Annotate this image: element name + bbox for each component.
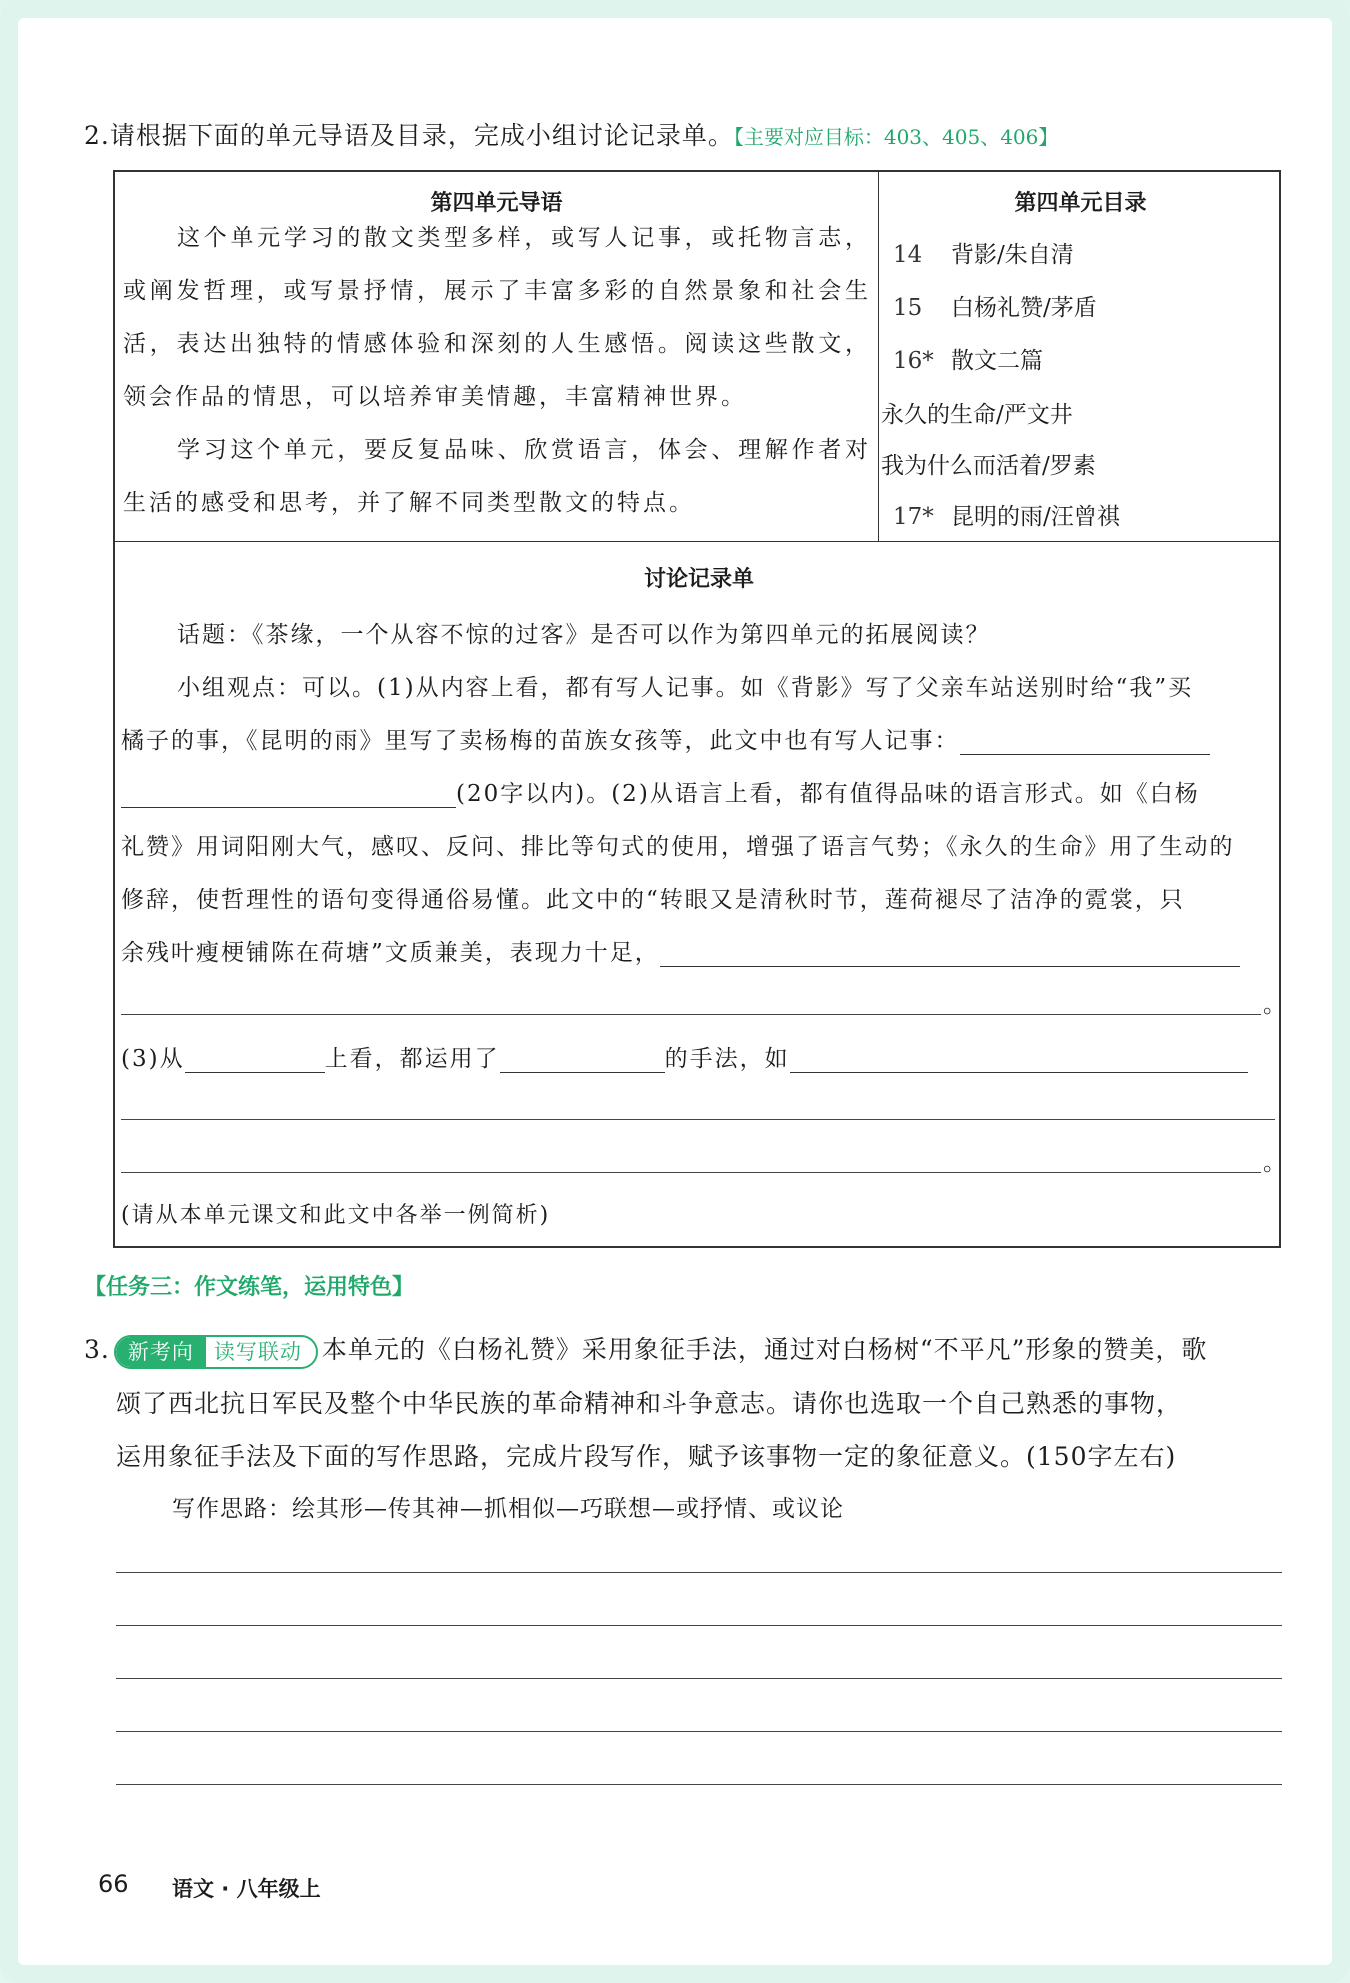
- question-3-number: 3.: [84, 1335, 110, 1364]
- toc-subitem: 永久的生命/严文井: [881, 402, 1073, 428]
- record-line: (20字以内)。(2)从语言上看，都有值得品味的语言形式。如《白杨: [121, 775, 1200, 808]
- question-3-line: 运用象征手法及下面的写作思路，完成片段写作，赋予该事物一定的象征意义。(150字左右): [116, 1442, 1177, 1471]
- toc-subitem: 我为什么而活着/罗素: [881, 453, 1096, 479]
- period: 。: [1263, 992, 1288, 1018]
- answer-blank[interactable]: [500, 1046, 665, 1073]
- question-3-line: 3. 新考向 读写联动 本单元的《白杨礼赞》采用象征手法，通过对白杨树“不平凡”形象的赞美，歌: [84, 1330, 1207, 1369]
- record-title: 讨论记录单: [643, 567, 754, 592]
- toc-item: 17* 昆明的雨/汪曾祺: [893, 504, 1120, 530]
- guide-title: 第四单元导语: [430, 191, 563, 216]
- writing-line[interactable]: [116, 1678, 1282, 1679]
- page-number: 66: [98, 1870, 129, 1898]
- answer-blank[interactable]: [960, 728, 1210, 755]
- question-2-text: 2.请根据下面的单元导语及目录，完成小组讨论记录单。: [84, 121, 734, 150]
- record-line: 橘子的事，《昆明的雨》里写了卖杨梅的苗族女孩等，此文中也有写人记事：: [121, 722, 1210, 755]
- writing-line[interactable]: [116, 1625, 1282, 1626]
- column-divider: [878, 172, 879, 541]
- question-2: [84, 116, 1058, 152]
- record-note: (请从本单元课文和此文中各举一例简析): [121, 1203, 551, 1228]
- question-3-line: 颂了西北抗日军民及整个中华民族的革命精神和斗争意志。请你也选取一个自己熟悉的事物，: [116, 1389, 1183, 1418]
- guide-paragraph-1: 这个单元学习的散文类型多样，或写人记事，或托物言志，或阐发哲理，或写景抒情，展示了丰富多彩的自然景象和社会生活，表达出独特的情感体验和深刻的人生感悟。阅读这些散文，领会作品的情思，可以培养审美情趣，丰富精神世界。: [123, 225, 871, 410]
- task-3-heading: 【任务三：作文练笔，运用特色】: [84, 1275, 415, 1300]
- answer-blank[interactable]: [121, 781, 456, 808]
- answer-line[interactable]: [121, 1014, 1261, 1015]
- record-line: 小组观点：可以。(1)从内容上看，都有写人记事。如《背影》写了父亲车站送别时给“我”买: [177, 675, 1194, 701]
- writing-tips: 写作思路：绘其形—传其神—抓相似—巧联想—或抒情、或议论: [172, 1496, 844, 1522]
- record-line: 余残叶瘦梗铺陈在荷塘”文质兼美，表现力十足，: [121, 934, 1240, 967]
- writing-line[interactable]: [116, 1572, 1282, 1573]
- answer-blank[interactable]: [185, 1046, 325, 1073]
- answer-line[interactable]: [121, 1172, 1261, 1173]
- row-divider: [115, 541, 1279, 542]
- record-line: 礼赞》用词阳刚大气，感叹、反问、排比等句式的使用，增强了语言气势；《永久的生命》用了生动的: [121, 834, 1235, 860]
- answer-blank[interactable]: [660, 940, 1240, 967]
- writing-line[interactable]: [116, 1731, 1282, 1732]
- target-tag: 【主要对应目标：403、405、406】: [733, 125, 1059, 149]
- new-direction-badge: 新考向 读写联动: [114, 1335, 318, 1369]
- toc-title: 第四单元目录: [1014, 191, 1147, 216]
- toc-item: 16* 散文二篇: [893, 348, 1043, 374]
- toc-item: 14 背影/朱自清: [893, 242, 1074, 268]
- writing-line[interactable]: [116, 1784, 1282, 1785]
- record-line: (3)从 上看，都运用了 的手法，如: [121, 1040, 1248, 1073]
- record-line: 修辞，使哲理性的语句变得通俗易懂。此文中的“转眼又是清秋时节，莲荷褪尽了洁净的霓裳，只: [121, 887, 1185, 913]
- toc-item: 15 白杨礼赞/茅盾: [893, 295, 1097, 321]
- guide-paragraph-2: 学习这个单元，要反复品味、欣赏语言，体会、理解作者对生活的感受和思考，并了解不同类型散文的特点。: [123, 437, 871, 516]
- period: 。: [1263, 1150, 1288, 1176]
- subject-label: 语文 · 八年级上: [172, 1877, 321, 1901]
- answer-blank[interactable]: [790, 1046, 1248, 1073]
- discussion-table: [113, 170, 1288, 1248]
- record-topic: 话题：《茶缘，一个从容不惊的过客》是否可以作为第四单元的拓展阅读？: [177, 622, 991, 648]
- answer-line[interactable]: [121, 1119, 1275, 1120]
